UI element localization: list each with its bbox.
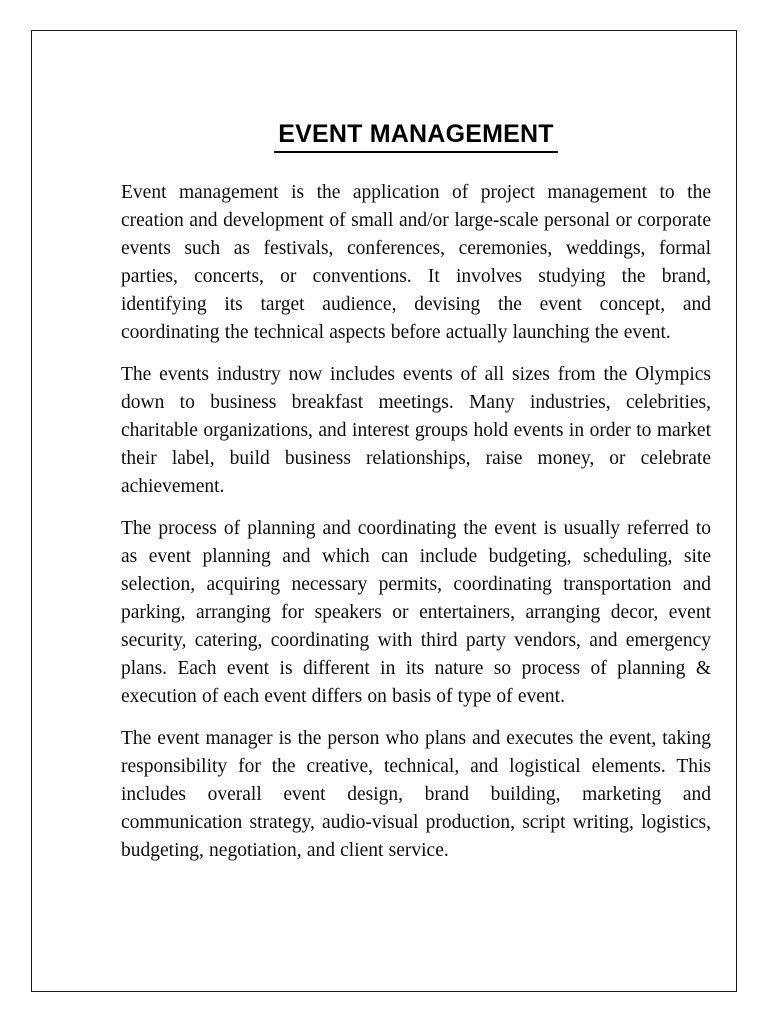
page-title-text: EVENT MANAGEMENT xyxy=(274,119,557,153)
body-paragraph-2: The events industry now includes events of all sizes from the Olympics down to business breakfast meetings. Many industries, celebrities, charitable organizations, and interest groups hold events in order to market their label, build business relationships, raise money, or celebrate achievement. xyxy=(121,364,711,497)
body-paragraph-1: Event management is the application of project management to the creation and development of small and/or large-scale personal or corporate events such as festivals, conferences, ceremonies, weddings, formal parties, concerts, or conventions. It involves studying the brand, identifying its target audience, devising the event concept, and coordinating the technical aspects before actually launching the event. xyxy=(121,182,711,343)
page-title xyxy=(121,119,711,153)
body-paragraph-4: The event manager is the person who plans and executes the event, taking responsibility for the creative, technical, and logistical elements. This includes overall event design, brand building, marketing and communication strategy, audio-visual production, script writing, logistics, budgeting, negotiation, and client service. xyxy=(121,728,711,861)
page-border-frame xyxy=(31,30,737,992)
body-paragraph-3: The process of planning and coordinating the event is usually referred to as event planning and which can include budgeting, scheduling, site selection, acquiring necessary permits, coordinating transportation and parking, arranging for speakers or entertainers, arranging decor, event security, catering, coordinating with third party vendors, and emergency plans. Each event is different in its nature so process of planning & execution of each event differs on basis of type of event. xyxy=(121,518,711,707)
document-content xyxy=(121,119,711,865)
